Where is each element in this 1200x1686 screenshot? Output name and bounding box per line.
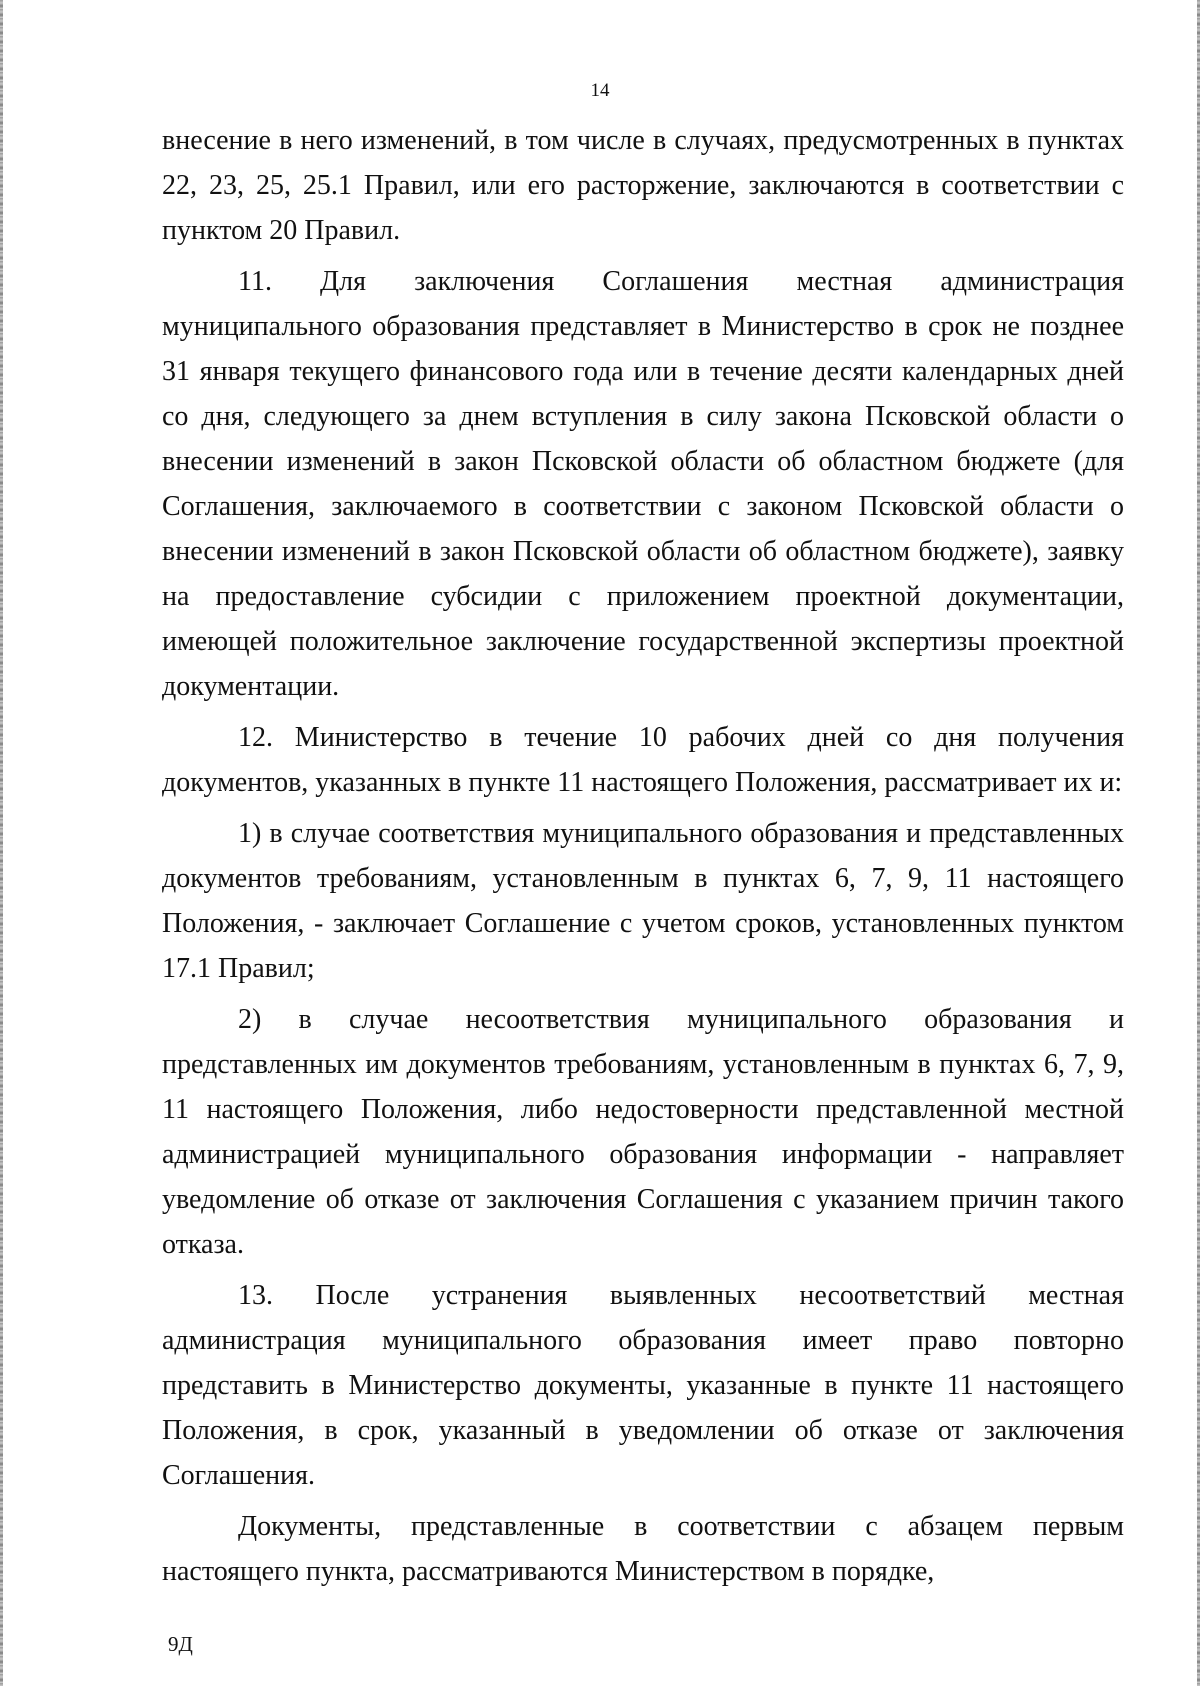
page-number: 14 [590,80,610,101]
paragraph-documents: Документы, представленные в соответствии с абзацем первым настоящего пункта, рассматриваются Министерством в порядке, [162,1511,1124,1587]
paragraph-subitem-2: 2) в случае несоответствия муниципального образования и представленных им документов требованиям, установленным в пунктах 6, 7, 9, 11 настоящего Положения, либо недостоверности представленной местной администрацией муниципального образования информации - направляет уведомление об отказе от заключения Соглашения с указанием причин такого отказа. [162,1004,1124,1260]
footer-code: 9Д [168,1632,193,1656]
paragraph-item-13: 13. После устранения выявленных несоответствий местная администрация муниципального образования имеет право повторно представить в Министерство документы, указанные в пункте 11 настоящего Положения, в срок, указанный в уведомлении об отказе от заключения Соглашения. [162,1280,1124,1491]
paragraph-item-11: 11. Для заключения Соглашения местная администрация муниципального образования представляет в Министерство в срок не позднее 31 января текущего финансового года или в течение десяти календарных дней со дня, следующего за днем вступления в силу закона Псковской области о внесении изменений в закон Псковской области об областном бюджете (для Соглашения, заключаемого в соответствии с законом Псковской области о внесении изменений в закон Псковской области об областном бюджете), заявку на предоставление субсидии с приложением проектной документации, имеющей положительное заключение государственной экспертизы проектной документации. [162,266,1124,702]
paragraph-subitem-1: 1) в случае соответствия муниципального образования и представленных документов требованиям, установленным в пунктах 6, 7, 9, 11 настоящего Положения, - заключает Соглашение с учетом сроков, установленных пунктом 17.1 Правил; [162,818,1124,984]
paragraph-item-12: 12. Министерство в течение 10 рабочих дней со дня получения документов, указанных в пункте 11 настоящего Положения, рассматривает их и: [162,722,1124,798]
scan-edge-left [0,0,3,1686]
paragraph-continuation: внесение в него изменений, в том числе в случаях, предусмотренных в пунктах 22, 23, 25, 25.1 Правил, или его расторжение, заключаются в соответствии с пунктом 20 Правил. [162,125,1124,246]
document-body [162,118,1124,1594]
